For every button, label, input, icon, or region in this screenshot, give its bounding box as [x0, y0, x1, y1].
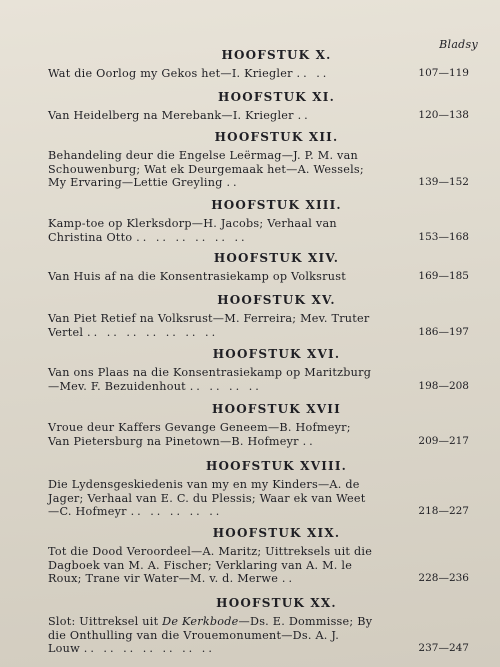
toc-entry — [44, 366, 469, 393]
chapter-xv — [44, 293, 469, 339]
chapter-x — [44, 48, 469, 81]
toc-entry — [44, 421, 469, 448]
toc-entry — [44, 217, 469, 244]
chapter-heading: HOOFSTUK XIX. — [212, 526, 341, 540]
entry-title: Van Huis af na die Konsentrasiekamp op Volksrust — [48, 270, 346, 283]
chapter-xviii — [44, 459, 469, 519]
chapter-heading: HOOFSTUK XVII — [212, 402, 341, 416]
chapter-xiv — [44, 251, 469, 284]
leader-dots: .. — [302, 434, 316, 448]
leader-dots: .. — [226, 176, 240, 189]
leader-dots: .. .. .. .. .. .. .. — [83, 642, 215, 655]
chapter-heading: HOOFSTUK XIV. — [213, 251, 340, 265]
leader-dots: .. .. — [296, 67, 330, 80]
page-range: 218—227 — [418, 505, 469, 517]
leader-dots: .. .. .. .. .. .. — [136, 230, 248, 244]
chapter-xix — [44, 526, 469, 586]
chapter-xii — [44, 130, 469, 190]
page-range: 209—217 — [418, 434, 469, 447]
page-range: 107—119 — [418, 67, 469, 79]
chapter-heading: HOOFSTUK X. — [221, 48, 332, 62]
chapter-xiii — [44, 198, 469, 244]
toc-entry — [44, 478, 469, 519]
entry-title: Die Lydensgeskiedenis van my en my Kinders—A. de Jager; Verhaal van E. C. du Plessis; Waar ek van Weet—C. Hofmeyr — [48, 478, 366, 518]
chapter-heading: HOOFSTUK XI. — [218, 90, 335, 104]
entry-title: Vroue deur Kaffers Gevange Geneem—B. Hofmeyr; Van Pietersburg na Pinetown—B. Hofmeyr — [48, 421, 351, 448]
chapter-heading: HOOFSTUK XVI. — [212, 347, 341, 361]
chapter-xi — [44, 90, 469, 123]
entry-title: Van Piet Retief na Volksrust—M. Ferreira; Mev. Truter Vertel — [48, 312, 370, 339]
chapter-xvii — [44, 402, 469, 448]
entry-title: Van Heidelberg na Merebank—I. Kriegler — [48, 109, 294, 122]
chapter-heading: HOOFSTUK XII. — [214, 130, 339, 144]
leader-dots: .. .. .. .. .. — [130, 505, 223, 518]
toc-entry — [44, 312, 469, 339]
page-range: 120—138 — [418, 109, 469, 121]
page-range: 237—247 — [418, 642, 469, 654]
leader-dots: .. .. .. .. .. .. .. — [87, 325, 219, 339]
chapter-heading: HOOFSTUK XIII. — [211, 198, 342, 212]
page-range: 186—197 — [418, 325, 469, 338]
entry-title-italic: De Kerkbode — [162, 615, 239, 628]
leader-dots: .. .. .. .. — [189, 379, 262, 393]
page-range: 139—152 — [418, 176, 469, 188]
entry-title: Behandeling deur die Engelse Leërmag—J. P. M. van Schouwenburg; Wat ek Deurgemaak het—A. Wessels; My Ervaring—Lettie Greyling — [48, 149, 364, 189]
chapter-heading: HOOFSTUK XVIII. — [205, 459, 348, 473]
entry-title: Tot die Dood Veroordeel—A. Maritz; Uittreksels uit die Dagboek van M. A. Fischer; Verklaring van A. M. le Roux; Trane vir Water—M. v. d. Merwe — [48, 545, 373, 585]
page-column-header: Bladsy — [439, 38, 478, 51]
toc-entry — [44, 270, 469, 284]
toc-entry — [44, 615, 469, 656]
toc-entry — [44, 545, 469, 586]
chapter-xvi — [44, 347, 469, 393]
chapter-heading: HOOFSTUK XV. — [217, 293, 336, 307]
entry-title-end: —Ds. E. Dommisse; By die Onthulling van die Vrouemonument—Ds. A. J. Louw — [48, 615, 373, 655]
toc-entry — [44, 67, 469, 81]
page-range: 153—168 — [418, 230, 469, 243]
chapter-xx — [44, 596, 469, 656]
entry-title-start: Slot: Uittreksel uit — [48, 615, 163, 628]
toc-entry — [44, 149, 469, 190]
leader-dots: .. — [281, 572, 296, 585]
page-range: 169—185 — [418, 270, 469, 282]
leader-dots: .. — [297, 109, 311, 122]
entry-title: Van ons Plaas na die Konsentrasiekamp op Maritzburg —Mev. F. Bezuidenhout — [48, 366, 372, 393]
page-range: 228—236 — [418, 572, 469, 584]
chapter-heading: HOOFSTUK XX. — [216, 596, 337, 610]
entry-title: Kamp-toe op Klerksdorp—H. Jacobs; Verhaal van Christina Otto — [48, 217, 337, 244]
page-range: 198—208 — [418, 379, 469, 392]
toc-entry — [44, 109, 469, 123]
entry-title: Wat die Oorlog my Gekos het—I. Kriegler — [48, 67, 293, 80]
